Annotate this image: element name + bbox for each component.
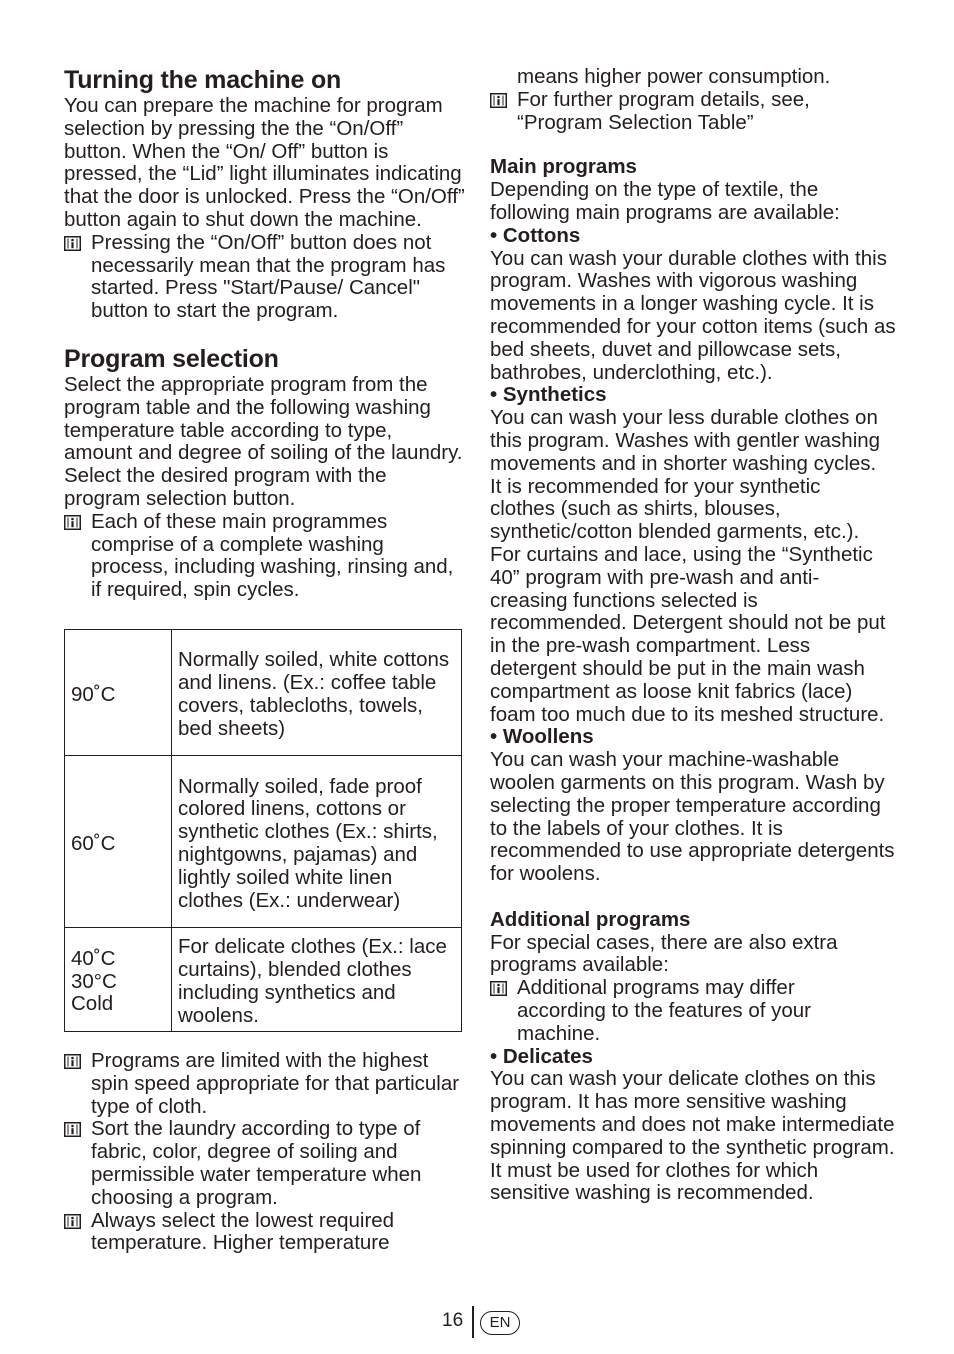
- info-note-icon: [64, 1214, 81, 1229]
- note-text: Programs are limited with the highest spin speed appropriate for that particular type of cloth.: [91, 1048, 460, 1118]
- table-row: [65, 927, 462, 1031]
- additional-programs-note: [490, 977, 847, 1045]
- synthetics-body: You can wash your less durable clothes on this program. Washes with gentler washing movements and in shorter washing cycles. It is recommended for your synthetic clothes (such as shirts, blouses, synthetic/cotton blended garments, etc.). For curtains and lace, using the “Synthetic 40” program with pre-wash and anti-creasing functions selected is recommended. Detergent should not be put in the pre-wash compartment. Less detergent should be put in the main wash compartment as loose knit fabrics (lace) foam too much due to its meshed structure.: [490, 406, 886, 726]
- synthetics-heading: • Synthetics: [490, 383, 607, 407]
- lowest-temp-note: [64, 1210, 466, 1256]
- woollens-heading: • Woollens: [490, 725, 594, 749]
- delicates-heading: • Delicates: [490, 1044, 593, 1068]
- note-text: For further program details, see, “Program Selection Table”: [517, 87, 810, 134]
- desc-cell: For delicate clothes (Ex.: lace curtains), blended clothes including synthetics and woolens.: [172, 927, 462, 1031]
- desc-cell: Normally soiled, fade proof colored linens, cottons or synthetic clothes (Ex.: shirts, nightgowns, pajamas) and lightly soiled white linen clothes (Ex.: underwear): [172, 755, 462, 927]
- temperature-table: [64, 629, 462, 1032]
- info-note-icon: [64, 1122, 81, 1137]
- cottons-body: You can wash your durable clothes with this program. Washes with vigorous washing movements in a longer washing cycle. It is recommended for your cotton items (such as bed sheets, duvet and pillowcase sets, bathrobes, underclothing, etc.).: [490, 246, 896, 384]
- left-column: [64, 66, 466, 1255]
- table-row: [65, 629, 462, 755]
- delicates-body: You can wash your delicate clothes on this program. It has more sensitive washing movements and does not make intermediate spinning compared to the synthetic program. It must be used for clothes for which sensitive washing is recommended.: [490, 1067, 895, 1205]
- main-programs-intro: Depending on the type of textile, the following main programs are available:: [490, 178, 840, 224]
- note-text: Each of these main programmes comprise of a complete washing process, including washing, rinsing and, if required, spin cycles.: [91, 509, 454, 602]
- program-selection-body: Select the appropriate program from the program table and the following washing temperature table according to type, amount and degree of soiling of the laundry. Select the desired program with the program selection button.: [64, 372, 463, 510]
- temp-cell: 90˚C: [65, 629, 172, 755]
- continued-text: means higher power consumption.: [517, 65, 831, 88]
- main-programs-title: Main programs: [490, 155, 637, 179]
- temp-cell: 40˚C 30°C Cold: [65, 927, 172, 1031]
- note-text: Pressing the “On/Off” button does not necessarily mean that the program has started. Press "Start/Pause/ Cancel" button to start the program.: [91, 230, 446, 323]
- note-text: Always select the lowest required temperature. Higher temperature: [91, 1208, 395, 1255]
- program-selection-title: Program selection: [64, 344, 279, 373]
- info-note-icon: [490, 93, 507, 108]
- info-note-icon: [490, 981, 507, 996]
- page-number: 16: [442, 1310, 464, 1331]
- turning-on-note: [64, 232, 466, 323]
- turning-on-body: You can prepare the machine for program selection by pressing the the “On/Off” button. When the “On/ Off” button is pressed, the “Lid” light illuminates indicating that the door is unlocked. Press the “On/Off” button again to shut down the machine.: [64, 94, 465, 231]
- info-note-icon: [64, 236, 81, 251]
- page-footer: [0, 1306, 954, 1340]
- program-details-note: [490, 89, 900, 135]
- spin-speed-note: [64, 1050, 466, 1118]
- sort-laundry-note: [64, 1118, 466, 1209]
- additional-programs-title: Additional programs: [490, 907, 691, 931]
- woollens-body: You can wash your machine-washable woolen garments on this program. Wash by selecting the proper temperature according to the labels of your clothes. It is recommended to use appropriate detergents for woolens.: [490, 748, 895, 886]
- note-text: Sort the laundry according to type of fabric, color, degree of soiling and permissible water temperature when choosing a program.: [91, 1117, 422, 1209]
- desc-cell: Normally soiled, white cottons and linens. (Ex.: coffee table covers, tablecloths, towels, bed sheets): [172, 629, 462, 755]
- info-note-icon: [64, 1054, 81, 1069]
- additional-programs-intro: For special cases, there are also extra programs available:: [490, 930, 838, 977]
- right-column: [490, 66, 900, 1205]
- info-note-icon: [64, 515, 81, 530]
- table-row: [65, 755, 462, 927]
- turning-on-title: Turning the machine on: [64, 66, 342, 94]
- note-text: Additional programs may differ according to the features of your machine.: [517, 976, 812, 1045]
- program-selection-note: [64, 511, 466, 602]
- footer-divider: [472, 1306, 474, 1338]
- cottons-heading: • Cottons: [490, 223, 581, 247]
- language-badge: EN: [480, 1311, 520, 1335]
- temp-cell: 60˚C: [65, 755, 172, 927]
